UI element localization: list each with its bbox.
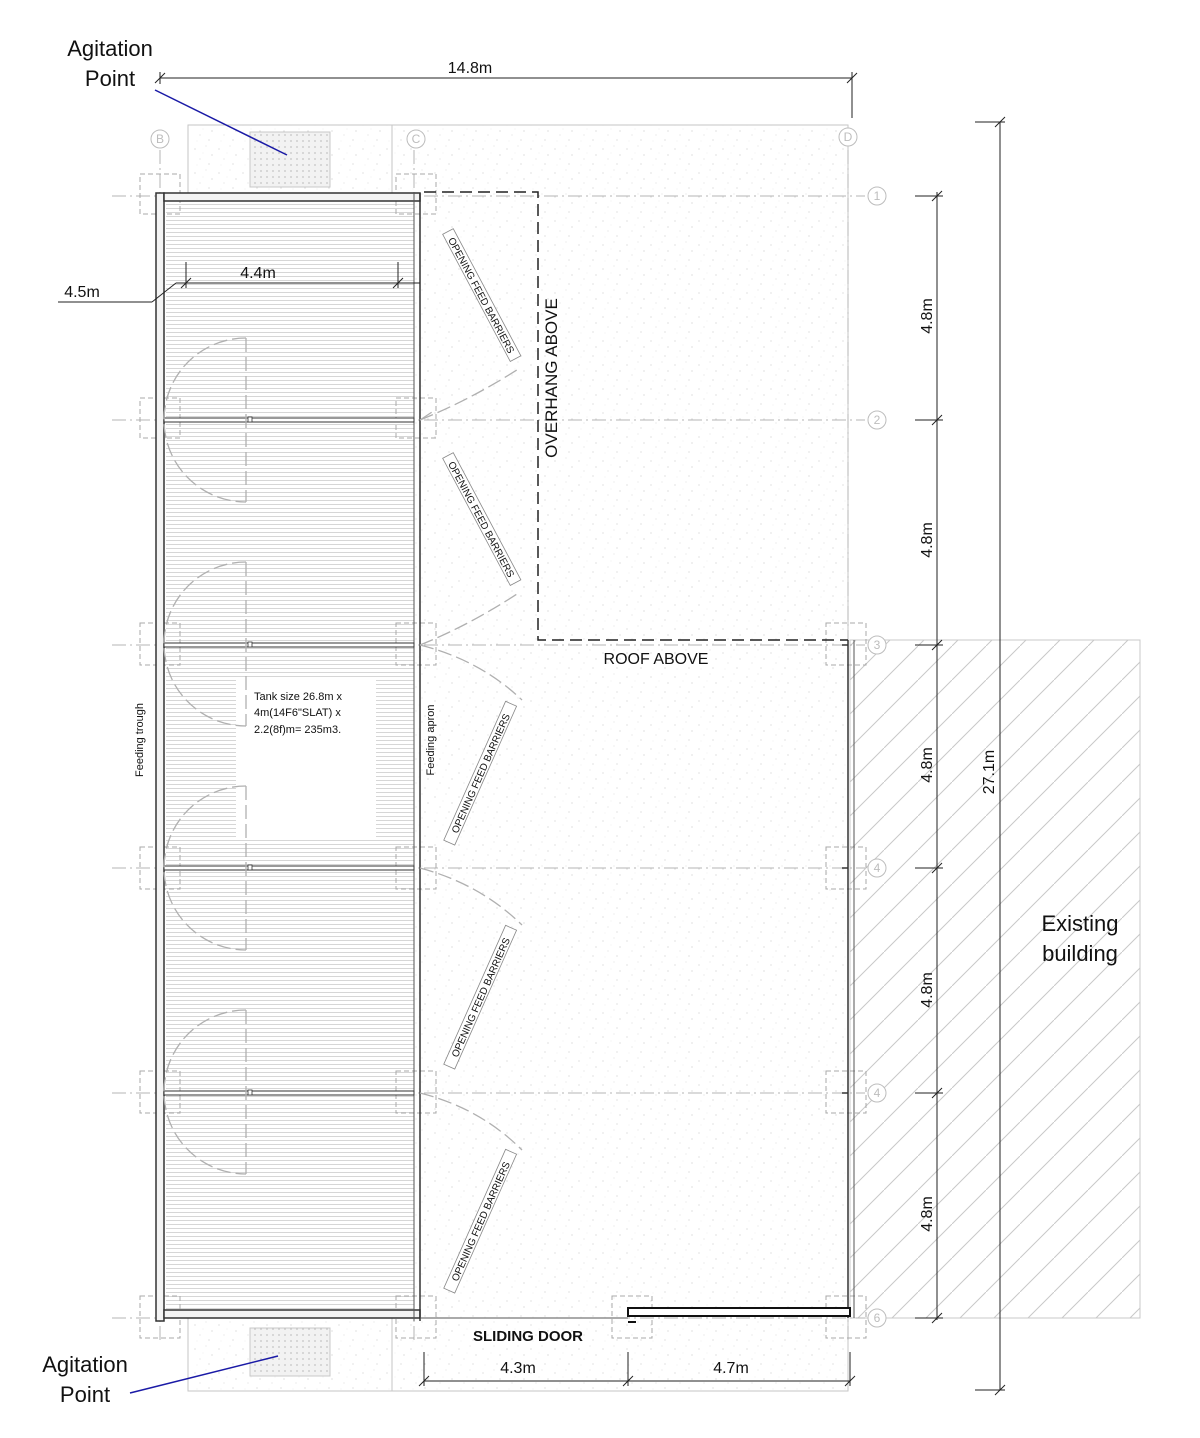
grid-bubble-col [839, 128, 857, 146]
svg-text:B: B [155, 132, 165, 146]
grid-bubble-row [868, 187, 886, 205]
svg-text:2: 2 [873, 413, 881, 427]
svg-text:Point: Point [84, 66, 136, 91]
agitation-pad-top [250, 132, 330, 187]
bay-dimension-label: 4.8m [919, 747, 936, 783]
grid-bubble-row [868, 859, 886, 877]
tank-note-line3: 2.2(8f)m= 235m3. [254, 724, 342, 736]
agitation-pad-bottom [250, 1328, 330, 1376]
svg-text:C: C [411, 132, 421, 146]
tank-note-line1: Tank size 26.8m x [254, 691, 343, 703]
roof-label: ROOF ABOVE [603, 651, 709, 668]
bay-dimension-label: 4.8m [919, 298, 936, 334]
feeding-apron-label: Feeding apron [425, 704, 437, 776]
bay-dimension-label: 4.8m [919, 1196, 936, 1232]
dimension-label: 4.3m [500, 1360, 536, 1377]
existing-building-label-line1: Existing [1041, 911, 1119, 936]
existing-building-label-line2: building [1042, 941, 1118, 966]
grid-bubble-row [868, 1309, 886, 1327]
feed-barrier-label: OPENING FEED BARRIERS [450, 712, 513, 836]
sliding-door-label: SLIDING DOOR [472, 1328, 584, 1345]
existing-building [850, 640, 1140, 1318]
bay-dimension-label: 4.8m [919, 972, 936, 1008]
feed-barrier-label: OPENING FEED BARRIERS [445, 236, 516, 356]
dimension-label: 4.5m [64, 284, 100, 301]
svg-text:3: 3 [873, 638, 881, 652]
dimension-overall-width [155, 60, 857, 118]
dimension-label: 27.1m [981, 749, 998, 795]
grid-bubble-col [407, 130, 425, 148]
bay-dimension-label: 4.8m [919, 522, 936, 558]
grid-bubble-row [868, 636, 886, 654]
feed-barrier-label: OPENING FEED BARRIERS [450, 1160, 513, 1284]
grid-bubble-col [151, 130, 169, 148]
svg-text:4: 4 [873, 1086, 881, 1100]
svg-text:4: 4 [873, 861, 881, 875]
grid-bubble-row [868, 411, 886, 429]
feed-barrier-label: OPENING FEED BARRIERS [450, 936, 513, 1060]
grid-bubble-row [868, 1084, 886, 1102]
feeding-trough-label: Feeding trough [134, 703, 146, 777]
feed-barrier-label: OPENING FEED BARRIERS [445, 460, 516, 580]
svg-text:Agitation: Agitation [42, 1352, 128, 1377]
dimension-label: 14.8m [447, 60, 493, 77]
svg-text:Point: Point [59, 1382, 111, 1407]
overhang-label: OVERHANG ABOVE [542, 298, 561, 458]
svg-text:6: 6 [873, 1311, 881, 1325]
dimension-label: 4.4m [240, 265, 276, 282]
svg-text:Agitation: Agitation [67, 36, 153, 61]
svg-text:1: 1 [873, 189, 881, 203]
svg-text:D: D [843, 130, 853, 144]
tank-note-line2: 4m(14F6"SLAT) x [254, 707, 341, 719]
dimension-label: 4.7m [713, 1360, 749, 1377]
